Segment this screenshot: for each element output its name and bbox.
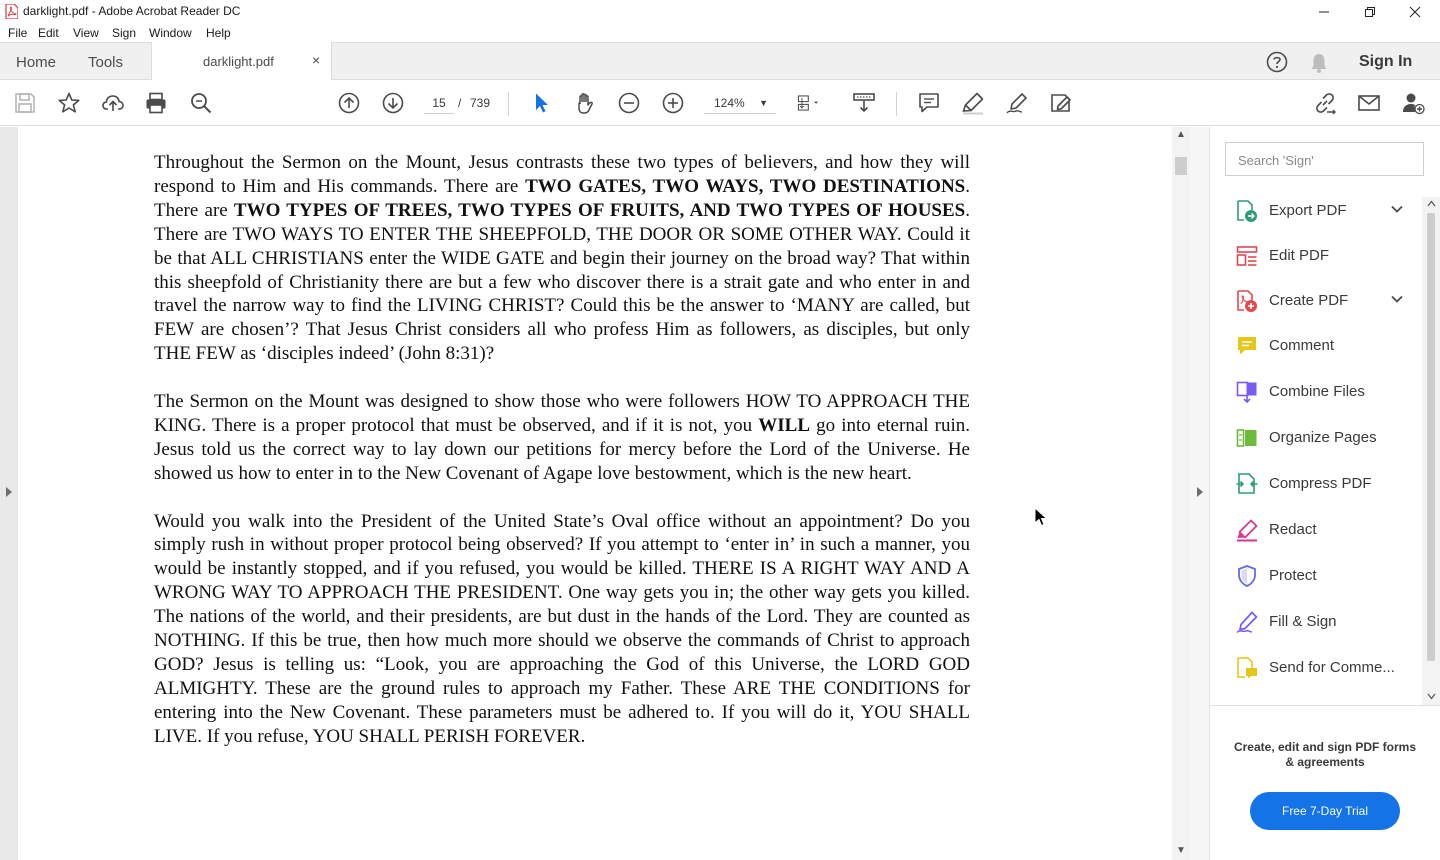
fill-sign-button[interactable]	[1049, 91, 1073, 115]
tool-export-pdf[interactable]	[1235, 197, 1415, 227]
toolbar	[0, 80, 1440, 126]
send-for-comment-icon	[1235, 656, 1259, 680]
bookmark-star-button[interactable]	[57, 91, 81, 115]
tool-redact[interactable]	[1235, 516, 1415, 546]
comment-icon	[1235, 334, 1259, 358]
acrobat-pdf-icon	[5, 4, 18, 19]
tool-label: Create PDF	[1269, 292, 1349, 309]
print-icon	[144, 91, 168, 115]
expand-left-pane-icon	[5, 486, 13, 498]
search-icon	[189, 91, 213, 115]
select-tool-button[interactable]	[529, 91, 553, 115]
paragraph: The Sermon on the Mount was designed to show those who were followers HOW TO APPROACH THE KING. There is a proper protocol that must be observed, and if it is not, you WILL go into eternal ruin. Jesus told us the correct way to lay down our petitions for mercy before the Lord of the Universe. He showed us how to enter in to the New Covenant of Agape love bestowment, which is the new heart.	[154, 391, 970, 484]
tool-label: Comment	[1269, 337, 1335, 354]
left-panel-toggle[interactable]	[0, 127, 18, 860]
paragraph: Throughout the Sermon on the Mount, Jesus contrasts these two types of believers, and how they will respond to Him and His commands. There are TWO GATES, TWO WAYS, TWO DESTINATIONS. There are TWO TYPES OF TREES, TWO TYPES OF FRUITS, AND TWO TYPES OF HOUSES. There are TWO WAYS TO ENTER THE SHEEPFOLD, THE DOOR OR SOME OTHER WAY. Could it be that ALL CHRISTIANS enter the WIDE GATE and begin their journey on the broad way? That within this sheepfold of Christianity there are but a few who discover there is a strait gate and who enter in and travel the narrow way to find the LIVING CHRIST? Could this be the answer to ‘MANY are called, but FEW are chosen’? That Jesus Christ considers all who profess Him as followers, as disciples, but only THE FEW as ‘disciples indeed’ (John 8:31)?	[154, 152, 970, 365]
tool-compress-pdf[interactable]	[1235, 470, 1415, 500]
draw-signature-button[interactable]	[1005, 91, 1029, 115]
previous-page-button[interactable]	[337, 91, 361, 115]
scroll-mode-icon	[852, 91, 876, 115]
highlighter-icon	[961, 91, 985, 115]
tool-label: Redact	[1269, 521, 1317, 538]
close-icon	[1409, 6, 1421, 18]
share-link-button[interactable]	[1313, 91, 1337, 115]
collapse-right-pane-icon	[1196, 486, 1204, 498]
zoom-out-icon	[617, 91, 641, 115]
arrow-down-circle-icon	[381, 91, 405, 115]
tool-combine-files[interactable]	[1235, 378, 1415, 408]
tool-edit-pdf[interactable]	[1235, 242, 1415, 272]
page-separator: /	[458, 96, 462, 110]
notification-bell-icon[interactable]	[1309, 52, 1329, 74]
comment-icon	[917, 91, 941, 115]
add-comment-button[interactable]	[917, 91, 941, 115]
email-button[interactable]	[1357, 91, 1381, 115]
tools-scrollbar[interactable]	[1422, 197, 1440, 707]
tab-tools[interactable]: Tools	[88, 54, 124, 71]
hand-icon	[573, 91, 597, 115]
fill-sign-icon	[1049, 91, 1073, 115]
page-display-button[interactable]	[797, 91, 831, 115]
organize-pages-icon	[1235, 426, 1259, 450]
help-icon[interactable]	[1266, 51, 1288, 73]
tool-label: Combine Files	[1269, 383, 1365, 400]
cursor-arrow-icon	[529, 91, 553, 115]
tool-label: Protect	[1269, 567, 1317, 584]
window-title: darklight.pdf - Adobe Acrobat Reader DC	[23, 4, 241, 18]
page-number-input[interactable]: 15	[424, 92, 454, 114]
hand-tool-button[interactable]	[573, 91, 597, 115]
tab-bar	[0, 42, 1440, 80]
menu-window[interactable]: Window	[149, 26, 192, 40]
cloud-upload-icon	[101, 91, 125, 115]
tools-pane-content	[1210, 127, 1440, 860]
total-pages: 739	[470, 96, 491, 110]
restore-icon	[1364, 6, 1376, 18]
tab-document[interactable]	[151, 42, 332, 80]
zoom-in-button[interactable]	[661, 91, 685, 115]
save-icon	[13, 91, 37, 115]
menu-file[interactable]: File	[8, 26, 28, 40]
find-text-button[interactable]	[189, 91, 213, 115]
tool-organize-pages[interactable]	[1235, 424, 1415, 454]
arrow-up-circle-icon	[337, 91, 361, 115]
menu-edit[interactable]: Edit	[38, 26, 59, 40]
combine-files-icon	[1235, 380, 1259, 404]
tool-label: Send for Comme...	[1269, 659, 1395, 676]
minimize-button[interactable]	[1301, 0, 1347, 23]
tool-protect[interactable]	[1235, 562, 1415, 592]
close-tab-icon[interactable]: ×	[312, 52, 321, 68]
document-tab-label: darklight.pdf	[203, 54, 274, 69]
search-tools-input[interactable]: Search 'Sign'	[1225, 142, 1424, 176]
tools-pane	[1190, 127, 1440, 860]
tool-label: Export PDF	[1269, 202, 1347, 219]
upload-button[interactable]	[101, 91, 125, 115]
scrollbar-thumb[interactable]	[1427, 213, 1435, 661]
menu-view[interactable]: View	[73, 26, 99, 40]
page-text	[154, 151, 970, 773]
tool-label: Fill & Sign	[1269, 613, 1337, 630]
minimize-icon	[1318, 6, 1330, 18]
promo-message: Create, edit and sign PDF forms & agreements	[1233, 740, 1417, 769]
mail-icon	[1357, 91, 1381, 115]
toolbar-divider	[508, 92, 509, 116]
save-button[interactable]	[13, 91, 37, 115]
edit-pdf-icon	[1235, 244, 1259, 268]
menu-help[interactable]: Help	[206, 26, 231, 40]
menu-bar	[0, 23, 1440, 42]
tab-home[interactable]: Home	[16, 54, 57, 71]
scroll-up-icon[interactable]	[1427, 200, 1436, 207]
compress-pdf-icon	[1235, 472, 1259, 496]
protect-icon	[1235, 564, 1259, 588]
scrolling-mode-button[interactable]	[852, 91, 876, 115]
tool-label: Organize Pages	[1269, 429, 1377, 446]
free-trial-button[interactable]: Free 7-Day Trial	[1250, 792, 1400, 830]
tool-label: Compress PDF	[1269, 475, 1372, 492]
star-icon	[57, 91, 81, 115]
right-pane-toggle[interactable]	[1190, 127, 1210, 860]
scroll-down-icon[interactable]: ▼	[1176, 845, 1186, 856]
chevron-down-icon[interactable]	[1389, 201, 1405, 217]
scroll-up-icon[interactable]: ▲	[1176, 129, 1186, 140]
tool-send-for-comment[interactable]	[1235, 654, 1415, 684]
zoom-in-icon	[661, 91, 685, 115]
trial-promo	[1210, 705, 1440, 860]
tool-fill-sign[interactable]	[1235, 608, 1415, 638]
close-window-button[interactable]	[1392, 0, 1438, 23]
scrollbar-thumb[interactable]	[1175, 157, 1187, 175]
tool-label: Edit PDF	[1269, 247, 1330, 264]
sign-in-button[interactable]: Sign In	[1359, 53, 1413, 70]
tool-create-pdf[interactable]	[1235, 287, 1415, 317]
paragraph: Would you walk into the President of the United State’s Oval office without an appointment? Do you simply rush in without proper protocol being observed? If you attempt to ‘enter in’ in such a manner, you would be instantly stopped, and if you refused, you would be killed. THERE IS A RIGHT WAY AND A WRONG WAY TO APPROACH THE PRESIDENT. One way gets you in; the other way gets you killed. The nations of the world, and their presidents, are but dust in the hands of the Lord. They are counted as NOTHING. If this be true, then how much more should we observe the commands of Christ to approach GOD? Jesus is telling us: “Look, you are approaching the God of this Universe, the LORD GOD ALMIGHTY. These are the ground rules to approach my Father. These ARE THE CONDITIONS for entering into the New Covenant. These parameters must be adhered to. If you will do it, YOU SHALL LIVE. If you refuse, YOU SHALL PERISH FOREVER.	[154, 510, 970, 747]
zoom-level-value: 124%	[714, 96, 745, 110]
redact-icon	[1235, 518, 1259, 542]
tool-comment[interactable]	[1235, 332, 1415, 362]
page-display-icon	[797, 91, 821, 115]
toolbar-divider	[896, 92, 897, 116]
zoom-level-dropdown[interactable]	[704, 92, 776, 114]
title-bar	[0, 0, 1440, 23]
next-page-button[interactable]	[381, 91, 405, 115]
zoom-out-button[interactable]	[617, 91, 641, 115]
print-button[interactable]	[144, 91, 168, 115]
menu-sign[interactable]: Sign	[112, 26, 137, 40]
add-people-button[interactable]	[1401, 91, 1425, 115]
pen-sign-icon	[1005, 91, 1029, 115]
add-user-icon	[1401, 91, 1425, 115]
document-scrollbar[interactable]	[1172, 127, 1190, 860]
document-area	[0, 127, 1190, 860]
dropdown-caret-icon: ▼	[759, 98, 768, 108]
restore-button[interactable]	[1347, 0, 1393, 23]
link-share-icon	[1313, 91, 1337, 115]
highlight-button[interactable]	[961, 91, 985, 115]
mouse-pointer-icon	[1034, 507, 1048, 527]
scroll-down-icon[interactable]	[1427, 693, 1436, 700]
pdf-page[interactable]	[18, 127, 1172, 860]
create-pdf-icon	[1235, 289, 1259, 313]
chevron-down-icon[interactable]	[1389, 291, 1405, 307]
fill-sign-icon	[1235, 610, 1259, 634]
export-pdf-icon	[1235, 199, 1259, 223]
